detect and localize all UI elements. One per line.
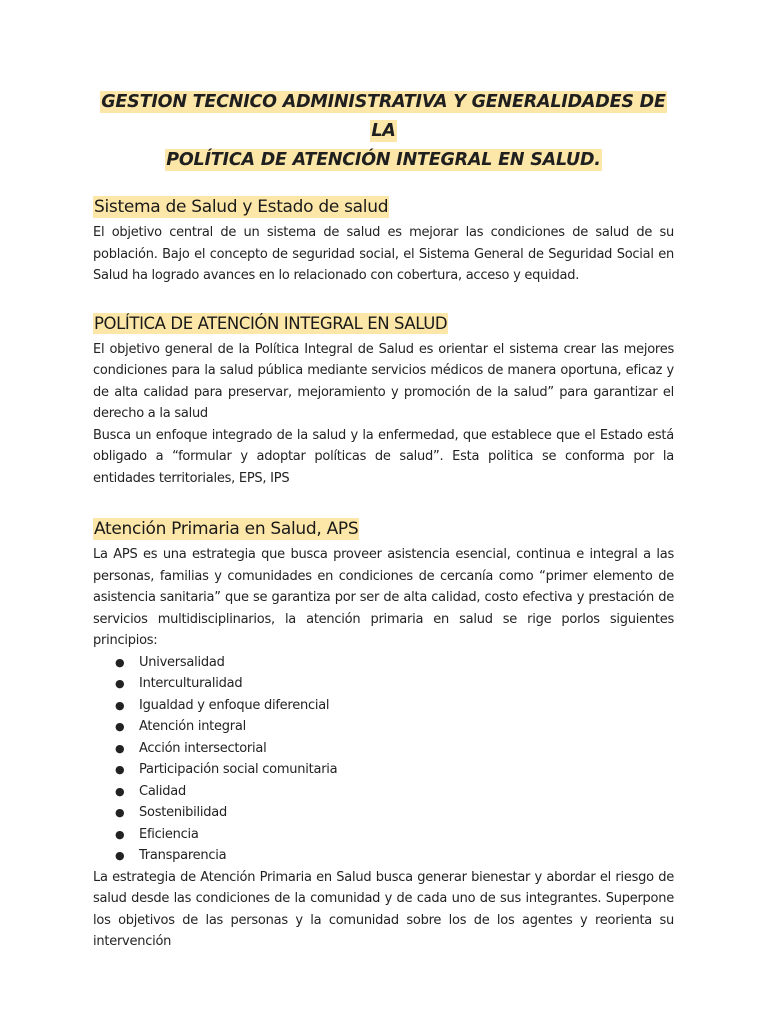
bullet-icon: ●: [115, 827, 125, 841]
list-item-text: Transparencia: [139, 848, 227, 863]
paragraph-intro: La APS es una estrategia que busca proveer asistencia esencial, continua e integral a las personas, familias y comunidades en condiciones de cercanía como “primer elemento de asistencia sanitaria” que se garantiza por ser de alta calidad, costo efectiva y prestación de servicios multidisciplinarios, la atención primaria en salud se rige porlos siguientes principios:: [93, 547, 674, 648]
list-item-text: Acción intersectorial: [139, 740, 267, 756]
list-item: [115, 845, 674, 867]
section-heading-text: Sistema de Salud y Estado de salud: [94, 197, 389, 217]
section-sistema-de-salud: [93, 195, 674, 287]
bullet-icon: ●: [115, 677, 125, 690]
bullet-icon: ●: [115, 763, 125, 776]
section-heading: [93, 312, 674, 336]
list-item-text: Calidad: [139, 783, 186, 799]
title-line-1: GESTION TECNICO ADMINISTRATIVA Y GENERALIDADES DE LA: [101, 92, 666, 141]
paragraph-closing: La estrategia de Atención Primaria en Salud busca generar bienestar y abordar el riesgo de salud desde las condiciones de la comunidad y de cada uno de sus integrantes. Superpone los objetivos de las personas y la comunidad sobre los de los agentes y reorienta su intervención: [93, 869, 674, 949]
list-item: [115, 673, 674, 695]
bullet-icon: ●: [115, 720, 125, 733]
bullet-icon: ●: [115, 849, 125, 862]
list-item: [115, 781, 674, 803]
list-item-text: Participación social comunitaria: [139, 762, 338, 777]
paragraph: El objetivo general de la Política Integral de Salud es orientar el sistema crear las mejores condiciones para la salud pública mediante servicios médicos de manera oportuna, eficaz y de alta calidad para preservar, mejoramiento y promoción de la salud” para garantizar el derecho a la salud: [93, 341, 674, 421]
list-item: [115, 716, 674, 738]
list-item-text: Sostenibilidad: [139, 805, 227, 820]
list-item-text: Universalidad: [139, 654, 225, 670]
list-item: [115, 652, 674, 674]
section-heading-text: Atención Primaria en Salud, APS: [94, 519, 359, 539]
list-item-text: Atención integral: [139, 719, 246, 734]
list-item: [115, 802, 674, 824]
paragraph: Busca un enfoque integrado de la salud y la enfermedad, que establece que el Estado está obligado a “formular y adoptar políticas de salud”. Esta politica se conforma por la entidades territoriales, EPS, IPS: [93, 427, 674, 486]
list-item: [115, 695, 674, 717]
list-item-text: Igualdad y enfoque diferencial: [139, 697, 330, 713]
section-atencion-primaria: [93, 517, 674, 953]
section-heading: [93, 195, 674, 219]
list-item-text: Eficiencia: [139, 826, 199, 842]
section-politica-atencion-integral: [93, 312, 674, 490]
bullet-icon: ●: [115, 741, 125, 755]
section-heading: [93, 517, 674, 541]
principles-list: [93, 652, 674, 867]
list-item: [115, 738, 674, 760]
bullet-icon: ●: [115, 784, 125, 798]
paragraph: El objetivo central de un sistema de salud es mejorar las condiciones de salud de su población. Bajo el concepto de seguridad social, el Sistema General de Seguridad Social en Salud ha logrado avances en lo relacionado con cobertura, acceso y equidad.: [93, 225, 674, 283]
list-item: [115, 759, 674, 781]
document-title: [93, 88, 674, 175]
bullet-icon: ●: [115, 806, 125, 819]
section-heading-text: POLÍTICA DE ATENCIÓN INTEGRAL EN SALUD: [94, 313, 448, 333]
title-line-2: POLÍTICA DE ATENCIÓN INTEGRAL EN SALUD.: [166, 150, 601, 170]
bullet-icon: ●: [115, 698, 125, 712]
list-item-text: Interculturalidad: [139, 676, 243, 691]
bullet-icon: ●: [115, 655, 125, 669]
list-item: [115, 824, 674, 846]
